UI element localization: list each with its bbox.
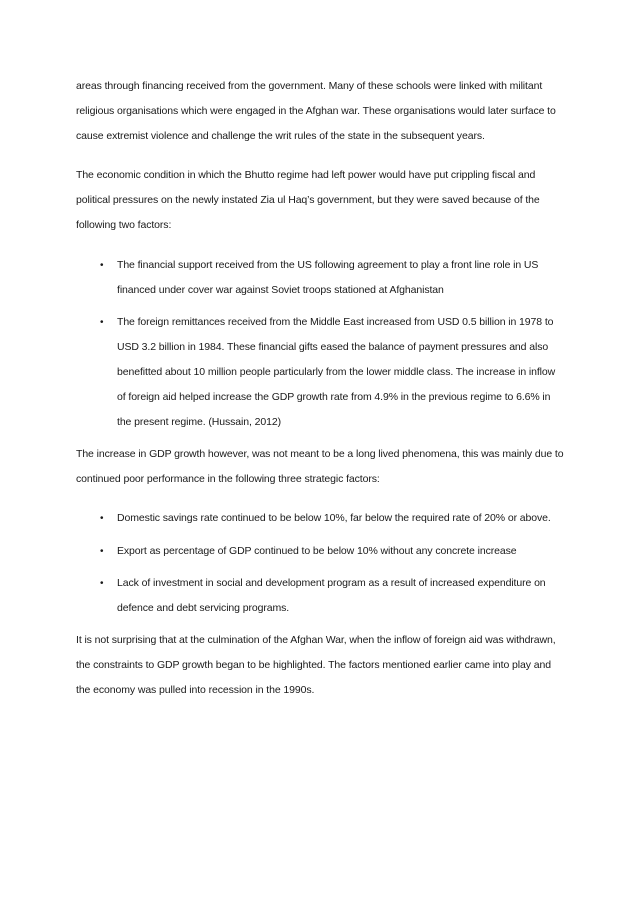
bullet-icon: •	[100, 259, 104, 271]
bullet-list-saving-factors	[76, 253, 566, 436]
list-item-text: The financial support received from the US following agreement to play a front line role in US financed under cover war against Soviet troops stationed at Afghanistan	[117, 258, 539, 296]
list-item	[76, 506, 566, 531]
paragraph-afghan-war-conclusion: It is not surprising that at the culmination of the Afghan War, when the inflow of foreign aid was withdrawn, the constraints to GDP growth began to be highlighted. The factors mentioned earlier came into play and the economy was pulled into recession in the 1990s.	[76, 633, 556, 696]
list-item	[76, 571, 566, 621]
bullet-icon: •	[100, 577, 104, 589]
list-item	[76, 253, 566, 303]
list-item-text: Export as percentage of GDP continued to be below 10% without any concrete increase	[117, 544, 517, 557]
paragraph-gdp-growth: The increase in GDP growth however, was not meant to be a long lived phenomena, this was mainly due to continued poor performance in the following three strategic factors:	[76, 448, 564, 486]
list-item-text: Domestic savings rate continued to be below 10%, far below the required rate of 20% or above.	[117, 512, 551, 525]
document-body	[76, 74, 566, 703]
bullet-icon: •	[100, 513, 104, 525]
paragraph-economic-condition: The economic condition in which the Bhutto regime had left power would have put crippling fiscal and political pressures on the newly instated Zia ul Haq’s government, but they were saved because of the following two factors:	[76, 169, 540, 232]
list-item	[76, 310, 566, 435]
bullet-list-strategic-factors	[76, 506, 566, 620]
list-item-text: Lack of investment in social and development program as a result of increased expenditure on defence and debt servicing programs.	[117, 576, 546, 614]
list-item-text: The foreign remittances received from the Middle East increased from USD 0.5 billion in 1978 to USD 3.2 billion in 1984. These financial gifts eased the balance of payment pressures and also benefitted about 10 million people particularly from the lower middle class. The increase in inflow of foreign aid helped increase the GDP growth rate from 4.9% in the previous regime to 6.6% in the present regime. (Hussain, 2012)	[117, 315, 556, 429]
bullet-icon: •	[100, 316, 104, 328]
list-item	[76, 539, 566, 564]
paragraph-schools-militancy: areas through financing received from the government. Many of these schools were linked with militant religious organisations which were engaged in the Afghan war. These organisations would later surface to cause extremist violence and challenge the writ rules of the state in the subsequent years.	[76, 80, 556, 143]
bullet-icon: •	[100, 545, 104, 557]
